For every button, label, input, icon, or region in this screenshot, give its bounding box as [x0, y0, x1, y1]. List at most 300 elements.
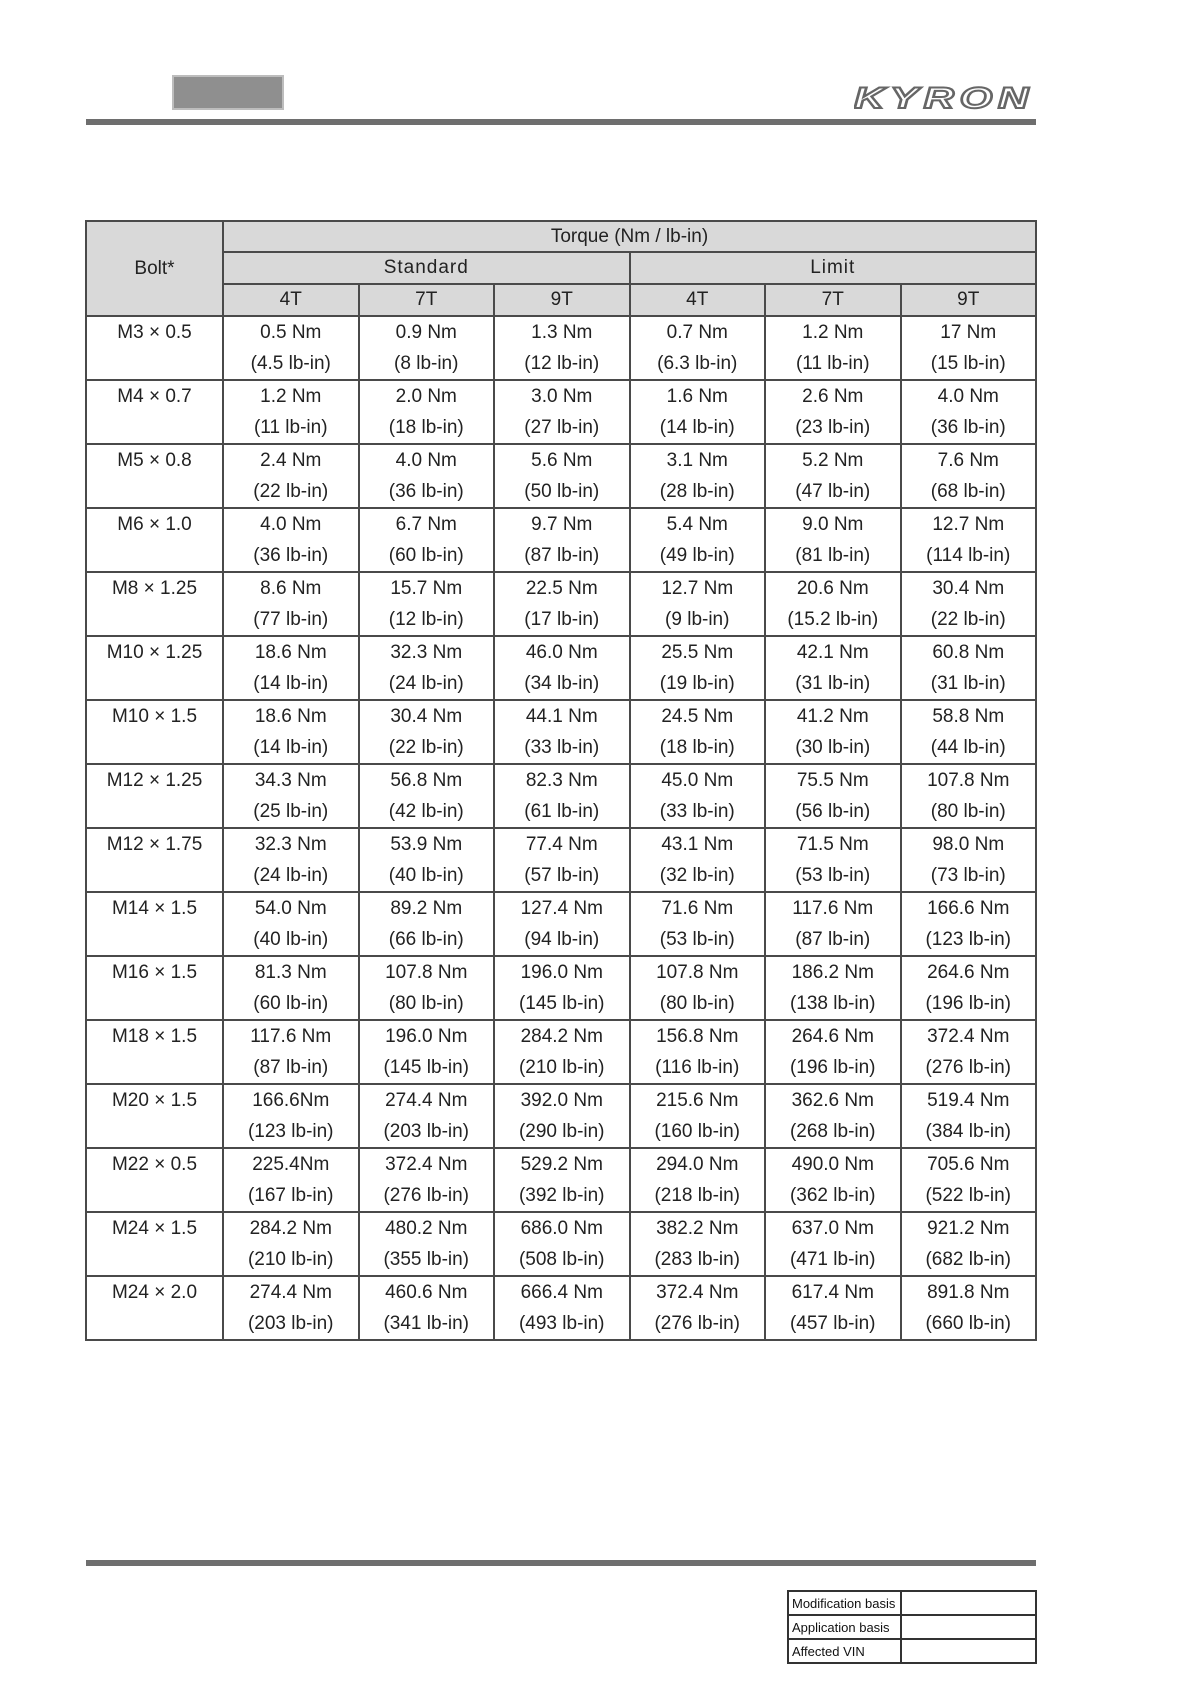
torque-lbin-value: (210 lb-in) — [518, 1057, 605, 1078]
torque-cell — [223, 1276, 359, 1340]
torque-lbin-value: (53 lb-in) — [795, 865, 871, 886]
torque-cell — [901, 1148, 1037, 1212]
torque-nm-value: 71.6 Nm — [661, 898, 734, 919]
torque-cell — [223, 508, 359, 572]
torque-nm-value: 30.4 Nm — [390, 706, 463, 727]
torque-cell — [765, 508, 901, 572]
table-row — [86, 444, 1036, 508]
table-row — [86, 700, 1036, 764]
torque-lbin-value: (36 lb-in) — [388, 481, 464, 502]
torque-lbin-value: (508 lb-in) — [518, 1249, 605, 1270]
application-basis-value — [901, 1615, 1036, 1639]
torque-lbin-value: (167 lb-in) — [247, 1185, 334, 1206]
torque-lbin-value: (24 lb-in) — [253, 865, 329, 886]
torque-lbin-value: (42 lb-in) — [388, 801, 464, 822]
torque-cell — [223, 444, 359, 508]
torque-nm-value: 1.6 Nm — [666, 386, 728, 407]
torque-cell — [630, 508, 766, 572]
torque-cell — [494, 956, 630, 1020]
torque-nm-value: 60.8 Nm — [932, 642, 1005, 663]
torque-lbin-value: (61 lb-in) — [524, 801, 600, 822]
torque-nm-value: 362.6 Nm — [791, 1090, 874, 1111]
bolt-size: M22 × 0.5 — [86, 1148, 223, 1212]
torque-cell — [494, 1084, 630, 1148]
modification-basis-value — [901, 1591, 1036, 1615]
torque-lbin-value: (210 lb-in) — [247, 1249, 334, 1270]
bolt-size: M5 × 0.8 — [86, 444, 223, 508]
modification-basis-row — [788, 1591, 1036, 1615]
torque-cell — [494, 700, 630, 764]
bolt-size: M12 × 1.75 — [86, 828, 223, 892]
torque-lbin-value: (36 lb-in) — [930, 417, 1006, 438]
bolt-size: M3 × 0.5 — [86, 316, 223, 380]
torque-cell — [359, 508, 495, 572]
torque-lbin-value: (17 lb-in) — [524, 609, 600, 630]
torque-nm-value: 686.0 Nm — [520, 1218, 603, 1239]
torque-cell — [630, 956, 766, 1020]
grade-header: 4T — [630, 284, 766, 316]
torque-nm-value: 617.4 Nm — [791, 1282, 874, 1303]
torque-cell — [630, 572, 766, 636]
torque-cell — [630, 316, 766, 380]
torque-lbin-value: (4.5 lb-in) — [250, 353, 331, 374]
modification-basis-label: Modification basis — [788, 1591, 901, 1615]
torque-nm-value: 107.8 Nm — [385, 962, 468, 983]
torque-cell — [901, 1212, 1037, 1276]
torque-cell — [223, 572, 359, 636]
torque-lbin-value: (203 lb-in) — [383, 1121, 470, 1142]
torque-nm-value: 3.1 Nm — [666, 450, 728, 471]
torque-nm-value: 71.5 Nm — [796, 834, 869, 855]
torque-cell — [630, 1212, 766, 1276]
bolt-size: M6 × 1.0 — [86, 508, 223, 572]
torque-lbin-value: (77 lb-in) — [253, 609, 329, 630]
torque-nm-value: 637.0 Nm — [791, 1218, 874, 1239]
torque-cell — [223, 1212, 359, 1276]
torque-cell — [494, 1276, 630, 1340]
torque-nm-value: 382.2 Nm — [656, 1218, 739, 1239]
grade-header: 9T — [901, 284, 1037, 316]
torque-nm-value: 666.4 Nm — [520, 1282, 603, 1303]
bolt-size: M14 × 1.5 — [86, 892, 223, 956]
torque-nm-value: 4.0 Nm — [260, 514, 322, 535]
table-row — [86, 956, 1036, 1020]
torque-lbin-value: (268 lb-in) — [789, 1121, 876, 1142]
torque-nm-value: 0.5 Nm — [260, 322, 322, 343]
table-row — [86, 572, 1036, 636]
torque-lbin-value: (8 lb-in) — [394, 353, 459, 374]
torque-cell — [494, 828, 630, 892]
torque-lbin-value: (493 lb-in) — [518, 1313, 605, 1334]
torque-lbin-value: (66 lb-in) — [388, 929, 464, 950]
torque-lbin-value: (145 lb-in) — [518, 993, 605, 1014]
torque-nm-value: 18.6 Nm — [254, 642, 327, 663]
torque-lbin-value: (276 lb-in) — [383, 1185, 470, 1206]
bolt-size: M18 × 1.5 — [86, 1020, 223, 1084]
torque-cell — [901, 1020, 1037, 1084]
torque-cell — [765, 1020, 901, 1084]
torque-lbin-value: (11 lb-in) — [795, 353, 870, 374]
torque-cell — [630, 1084, 766, 1148]
torque-nm-value: 196.0 Nm — [385, 1026, 468, 1047]
torque-cell — [494, 1148, 630, 1212]
torque-cell — [223, 1020, 359, 1084]
torque-lbin-value: (44 lb-in) — [930, 737, 1006, 758]
torque-lbin-value: (94 lb-in) — [524, 929, 600, 950]
limit-group-header: Limit — [630, 252, 1037, 284]
torque-cell — [765, 764, 901, 828]
torque-nm-value: 107.8 Nm — [927, 770, 1010, 791]
torque-nm-value: 215.6 Nm — [656, 1090, 739, 1111]
torque-lbin-value: (31 lb-in) — [930, 673, 1006, 694]
torque-cell — [494, 380, 630, 444]
torque-nm-value: 274.4 Nm — [385, 1090, 468, 1111]
torque-cell — [494, 1212, 630, 1276]
torque-nm-value: 41.2 Nm — [796, 706, 869, 727]
standard-group-header: Standard — [223, 252, 630, 284]
torque-nm-value: 8.6 Nm — [260, 578, 322, 599]
torque-cell — [359, 956, 495, 1020]
torque-nm-value: 12.7 Nm — [661, 578, 734, 599]
torque-lbin-value: (56 lb-in) — [795, 801, 871, 822]
kyron-logo — [854, 80, 1036, 114]
table-row — [86, 1020, 1036, 1084]
bolt-size: M4 × 0.7 — [86, 380, 223, 444]
table-row — [86, 380, 1036, 444]
torque-nm-value: 1.3 Nm — [531, 322, 593, 343]
torque-header: Torque (Nm / lb-in) — [223, 221, 1036, 252]
torque-cell — [630, 380, 766, 444]
torque-lbin-value: (522 lb-in) — [925, 1185, 1012, 1206]
bolt-size: M20 × 1.5 — [86, 1084, 223, 1148]
header-rule — [86, 119, 1036, 125]
torque-cell — [359, 444, 495, 508]
torque-lbin-value: (276 lb-in) — [925, 1057, 1012, 1078]
torque-lbin-value: (123 lb-in) — [247, 1121, 334, 1142]
torque-cell — [359, 1148, 495, 1212]
torque-cell — [765, 1276, 901, 1340]
torque-lbin-value: (33 lb-in) — [659, 801, 735, 822]
torque-cell — [359, 316, 495, 380]
torque-cell — [494, 764, 630, 828]
torque-lbin-value: (23 lb-in) — [795, 417, 871, 438]
torque-cell — [901, 444, 1037, 508]
torque-lbin-value: (49 lb-in) — [659, 545, 735, 566]
torque-lbin-value: (50 lb-in) — [524, 481, 600, 502]
torque-cell — [223, 1084, 359, 1148]
torque-cell — [630, 444, 766, 508]
torque-cell — [223, 828, 359, 892]
torque-lbin-value: (392 lb-in) — [518, 1185, 605, 1206]
header-tab-block — [172, 75, 284, 110]
torque-lbin-value: (14 lb-in) — [659, 417, 735, 438]
torque-lbin-value: (116 lb-in) — [655, 1057, 740, 1078]
torque-nm-value: 264.6 Nm — [927, 962, 1010, 983]
torque-lbin-value: (87 lb-in) — [253, 1057, 329, 1078]
torque-nm-value: 43.1 Nm — [661, 834, 734, 855]
torque-nm-value: 460.6 Nm — [385, 1282, 468, 1303]
torque-lbin-value: (18 lb-in) — [659, 737, 735, 758]
affected-vin-value — [901, 1639, 1036, 1663]
torque-cell — [901, 956, 1037, 1020]
torque-cell — [494, 444, 630, 508]
torque-lbin-value: (53 lb-in) — [659, 929, 735, 950]
torque-nm-value: 25.5 Nm — [661, 642, 734, 663]
torque-lbin-value: (80 lb-in) — [930, 801, 1006, 822]
torque-lbin-value: (47 lb-in) — [795, 481, 871, 502]
torque-cell — [223, 956, 359, 1020]
torque-nm-value: 3.0 Nm — [531, 386, 593, 407]
torque-nm-value: 77.4 Nm — [525, 834, 598, 855]
affected-vin-label: Affected VIN — [788, 1639, 901, 1663]
torque-nm-value: 127.4 Nm — [520, 898, 603, 919]
torque-nm-value: 44.1 Nm — [525, 706, 598, 727]
torque-lbin-value: (60 lb-in) — [253, 993, 329, 1014]
torque-nm-value: 1.2 Nm — [802, 322, 864, 343]
torque-lbin-value: (218 lb-in) — [654, 1185, 741, 1206]
torque-lbin-value: (22 lb-in) — [930, 609, 1006, 630]
torque-cell — [223, 636, 359, 700]
torque-cell — [765, 636, 901, 700]
torque-lbin-value: (27 lb-in) — [524, 417, 600, 438]
torque-nm-value: 30.4 Nm — [932, 578, 1005, 599]
table-row — [86, 1084, 1036, 1148]
torque-nm-value: 294.0 Nm — [656, 1154, 739, 1175]
table-row — [86, 1148, 1036, 1212]
torque-lbin-value: (28 lb-in) — [659, 481, 735, 502]
torque-nm-value: 0.7 Nm — [666, 322, 728, 343]
torque-lbin-value: (138 lb-in) — [789, 993, 876, 1014]
torque-cell — [901, 380, 1037, 444]
torque-cell — [765, 444, 901, 508]
torque-cell — [494, 316, 630, 380]
torque-nm-value: 490.0 Nm — [791, 1154, 874, 1175]
torque-lbin-value: (25 lb-in) — [253, 801, 329, 822]
torque-nm-value: 1.2 Nm — [260, 386, 322, 407]
torque-lbin-value: (355 lb-in) — [383, 1249, 470, 1270]
table-row — [86, 828, 1036, 892]
torque-cell — [901, 316, 1037, 380]
torque-nm-value: 12.7 Nm — [932, 514, 1005, 535]
torque-lbin-value: (57 lb-in) — [524, 865, 600, 886]
table-row — [86, 1276, 1036, 1340]
bolt-size: M12 × 1.25 — [86, 764, 223, 828]
torque-lbin-value: (682 lb-in) — [925, 1249, 1012, 1270]
torque-nm-value: 166.6 Nm — [927, 898, 1010, 919]
torque-nm-value: 18.6 Nm — [254, 706, 327, 727]
torque-lbin-value: (283 lb-in) — [654, 1249, 741, 1270]
torque-nm-value: 166.6Nm — [252, 1090, 330, 1111]
torque-cell — [223, 380, 359, 444]
torque-lbin-value: (114 lb-in) — [926, 545, 1011, 566]
torque-nm-value: 56.8 Nm — [390, 770, 463, 791]
torque-nm-value: 9.0 Nm — [802, 514, 864, 535]
torque-lbin-value: (31 lb-in) — [795, 673, 871, 694]
torque-lbin-value: (40 lb-in) — [253, 929, 329, 950]
torque-lbin-value: (196 lb-in) — [925, 993, 1012, 1014]
torque-nm-value: 81.3 Nm — [254, 962, 327, 983]
torque-cell — [901, 508, 1037, 572]
torque-lbin-value: (9 lb-in) — [665, 609, 730, 630]
torque-nm-value: 2.0 Nm — [395, 386, 457, 407]
torque-cell — [223, 316, 359, 380]
torque-lbin-value: (15 lb-in) — [930, 353, 1006, 374]
torque-lbin-value: (660 lb-in) — [925, 1313, 1012, 1334]
torque-lbin-value: (12 lb-in) — [388, 609, 464, 630]
torque-nm-value: 372.4 Nm — [385, 1154, 468, 1175]
torque-lbin-value: (290 lb-in) — [518, 1121, 605, 1142]
torque-cell — [901, 1276, 1037, 1340]
footer-rule — [86, 1560, 1036, 1566]
torque-nm-value: 2.4 Nm — [260, 450, 322, 471]
torque-nm-value: 372.4 Nm — [927, 1026, 1010, 1047]
torque-nm-value: 519.4 Nm — [927, 1090, 1010, 1111]
torque-nm-value: 42.1 Nm — [796, 642, 869, 663]
torque-cell — [359, 380, 495, 444]
torque-nm-value: 17 Nm — [940, 322, 997, 343]
torque-lbin-value: (40 lb-in) — [388, 865, 464, 886]
revision-info-box — [787, 1590, 1037, 1664]
table-row — [86, 508, 1036, 572]
grade-header: 7T — [359, 284, 495, 316]
torque-nm-value: 4.0 Nm — [395, 450, 457, 471]
affected-vin-row — [788, 1639, 1036, 1663]
torque-cell — [901, 636, 1037, 700]
torque-lbin-value: (19 lb-in) — [659, 673, 735, 694]
torque-cell — [765, 380, 901, 444]
torque-nm-value: 529.2 Nm — [520, 1154, 603, 1175]
torque-cell — [901, 1084, 1037, 1148]
torque-lbin-value: (18 lb-in) — [388, 417, 464, 438]
torque-cell — [765, 1212, 901, 1276]
torque-nm-value: 9.7 Nm — [531, 514, 593, 535]
torque-nm-value: 22.5 Nm — [525, 578, 598, 599]
torque-nm-value: 117.6 Nm — [792, 898, 874, 919]
bolt-size: M10 × 1.25 — [86, 636, 223, 700]
torque-nm-value: 46.0 Nm — [525, 642, 598, 663]
logo-text: KYRON — [854, 82, 1034, 114]
torque-lbin-value: (362 lb-in) — [789, 1185, 876, 1206]
torque-cell — [223, 764, 359, 828]
torque-nm-value: 24.5 Nm — [661, 706, 734, 727]
torque-lbin-value: (457 lb-in) — [789, 1313, 876, 1334]
torque-lbin-value: (73 lb-in) — [930, 865, 1006, 886]
torque-cell — [359, 636, 495, 700]
torque-table — [85, 220, 1037, 1341]
torque-nm-value: 392.0 Nm — [520, 1090, 603, 1111]
torque-lbin-value: (33 lb-in) — [524, 737, 600, 758]
torque-lbin-value: (22 lb-in) — [388, 737, 464, 758]
torque-nm-value: 98.0 Nm — [932, 834, 1005, 855]
torque-cell — [359, 572, 495, 636]
torque-lbin-value: (203 lb-in) — [247, 1313, 334, 1334]
torque-cell — [630, 892, 766, 956]
torque-cell — [630, 700, 766, 764]
torque-nm-value: 0.9 Nm — [395, 322, 457, 343]
torque-lbin-value: (60 lb-in) — [388, 545, 464, 566]
torque-cell — [359, 764, 495, 828]
torque-lbin-value: (11 lb-in) — [253, 417, 328, 438]
torque-cell — [765, 956, 901, 1020]
torque-nm-value: 5.2 Nm — [802, 450, 864, 471]
torque-lbin-value: (384 lb-in) — [925, 1121, 1012, 1142]
torque-nm-value: 5.6 Nm — [531, 450, 593, 471]
torque-lbin-value: (276 lb-in) — [654, 1313, 741, 1334]
torque-lbin-value: (471 lb-in) — [789, 1249, 876, 1270]
torque-nm-value: 225.4Nm — [252, 1154, 330, 1175]
torque-nm-value: 89.2 Nm — [390, 898, 463, 919]
torque-cell — [901, 764, 1037, 828]
torque-cell — [630, 636, 766, 700]
torque-lbin-value: (14 lb-in) — [253, 737, 329, 758]
table-row — [86, 316, 1036, 380]
torque-cell — [359, 1212, 495, 1276]
torque-nm-value: 15.7 Nm — [390, 578, 463, 599]
torque-cell — [494, 572, 630, 636]
torque-lbin-value: (196 lb-in) — [789, 1057, 876, 1078]
torque-lbin-value: (68 lb-in) — [930, 481, 1006, 502]
torque-lbin-value: (36 lb-in) — [253, 545, 329, 566]
torque-nm-value: 186.2 Nm — [791, 962, 874, 983]
torque-nm-value: 2.6 Nm — [802, 386, 864, 407]
torque-cell — [223, 892, 359, 956]
torque-lbin-value: (22 lb-in) — [253, 481, 329, 502]
torque-lbin-value: (80 lb-in) — [388, 993, 464, 1014]
torque-nm-value: 107.8 Nm — [656, 962, 739, 983]
torque-lbin-value: (32 lb-in) — [659, 865, 735, 886]
torque-cell — [494, 1020, 630, 1084]
torque-nm-value: 32.3 Nm — [390, 642, 463, 663]
torque-nm-value: 5.4 Nm — [666, 514, 728, 535]
torque-lbin-value: (123 lb-in) — [925, 929, 1012, 950]
torque-lbin-value: (81 lb-in) — [795, 545, 871, 566]
bolt-size: M10 × 1.5 — [86, 700, 223, 764]
torque-nm-value: 34.3 Nm — [254, 770, 327, 791]
torque-nm-value: 58.8 Nm — [932, 706, 1005, 727]
grade-header: 4T — [223, 284, 359, 316]
torque-cell — [765, 828, 901, 892]
torque-nm-value: 705.6 Nm — [927, 1154, 1010, 1175]
table-row — [86, 636, 1036, 700]
torque-cell — [359, 1276, 495, 1340]
torque-lbin-value: (87 lb-in) — [524, 545, 600, 566]
torque-cell — [359, 892, 495, 956]
torque-cell — [494, 636, 630, 700]
bolt-size: M16 × 1.5 — [86, 956, 223, 1020]
application-basis-row — [788, 1615, 1036, 1639]
table-row — [86, 892, 1036, 956]
torque-nm-value: 117.6 Nm — [250, 1026, 332, 1047]
torque-cell — [223, 1148, 359, 1212]
torque-nm-value: 156.8 Nm — [656, 1026, 739, 1047]
torque-lbin-value: (6.3 lb-in) — [657, 353, 738, 374]
torque-lbin-value: (34 lb-in) — [524, 673, 600, 694]
torque-nm-value: 82.3 Nm — [525, 770, 598, 791]
torque-lbin-value: (15.2 lb-in) — [787, 609, 879, 630]
torque-nm-value: 196.0 Nm — [520, 962, 603, 983]
torque-cell — [494, 892, 630, 956]
torque-cell — [765, 572, 901, 636]
torque-cell — [765, 892, 901, 956]
torque-nm-value: 284.2 Nm — [249, 1218, 332, 1239]
torque-cell — [901, 828, 1037, 892]
torque-cell — [901, 700, 1037, 764]
torque-cell — [359, 700, 495, 764]
torque-nm-value: 53.9 Nm — [390, 834, 463, 855]
bolt-header: Bolt* — [86, 221, 223, 316]
torque-lbin-value: (80 lb-in) — [659, 993, 735, 1014]
application-basis-label: Application basis — [788, 1615, 901, 1639]
